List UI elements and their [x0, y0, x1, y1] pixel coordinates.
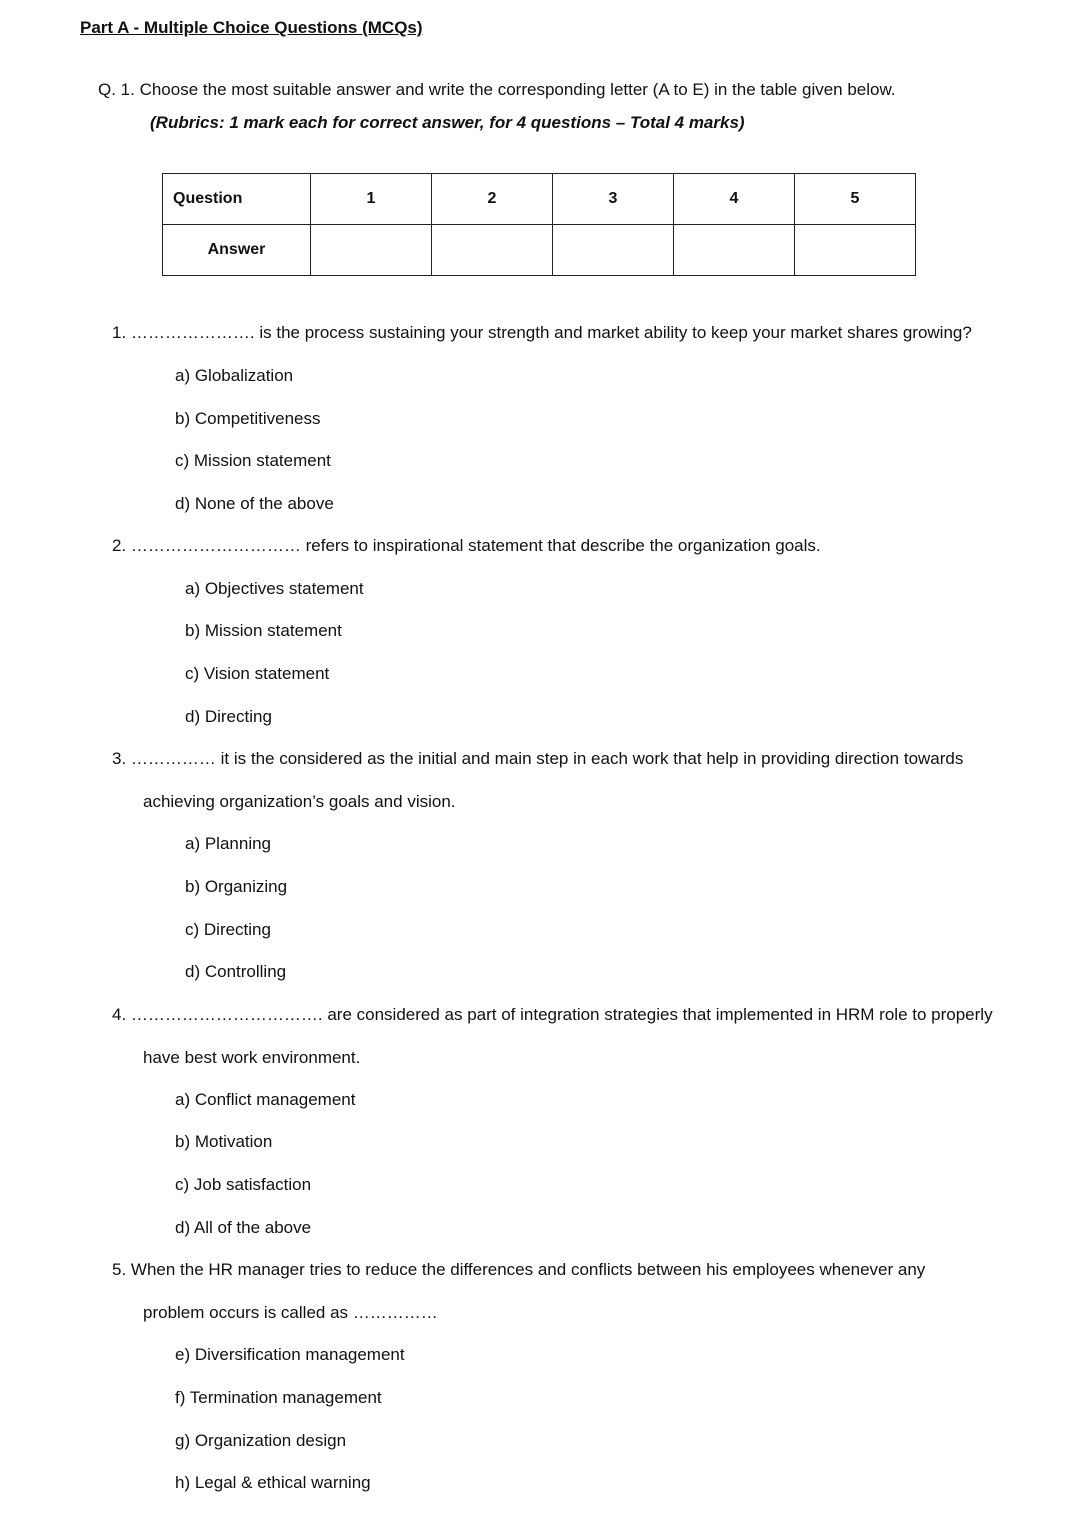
- question-3-option-b: b) Organizing: [185, 877, 288, 896]
- question-instruction: Q. 1. Choose the most suitable answer and write the corresponding letter (A to E) in the table given below.: [98, 80, 896, 99]
- question-2-text: 2. ………………………… refers to inspirational statement that describe the organization goals.: [112, 536, 821, 555]
- answer-cell[interactable]: [311, 225, 432, 276]
- question-3-text-continued: achieving organization’s goals and vision.: [143, 792, 456, 811]
- question-3-option-d: d) Controlling: [185, 962, 287, 981]
- question-2-option-d: d) Directing: [185, 707, 272, 726]
- answer-table: [162, 173, 916, 276]
- question-number-cell: 2: [432, 174, 553, 225]
- question-1-option-b: b) Competitiveness: [175, 409, 321, 428]
- question-5-option-g: g) Organization design: [175, 1431, 347, 1450]
- question-1-option-a: a) Globalization: [175, 366, 294, 385]
- question-number-cell: 5: [795, 174, 916, 225]
- question-5-text-continued: problem occurs is called as ……………: [143, 1303, 438, 1322]
- question-3-option-a: a) Planning: [185, 834, 272, 853]
- question-5-text: 5. When the HR manager tries to reduce the differences and conflicts between his employees whenever any: [112, 1260, 926, 1279]
- question-5-option-f: f) Termination management: [175, 1388, 382, 1407]
- question-2-option-c: c) Vision statement: [185, 664, 330, 683]
- question-4-text-continued: have best work environment.: [143, 1048, 361, 1067]
- answer-cell[interactable]: [795, 225, 916, 276]
- question-number-cell: 1: [311, 174, 432, 225]
- question-3-option-c: c) Directing: [185, 920, 271, 939]
- answer-cell[interactable]: [553, 225, 674, 276]
- answer-cell[interactable]: [432, 225, 553, 276]
- question-4-option-c: c) Job satisfaction: [175, 1175, 312, 1194]
- question-4-option-b: b) Motivation: [175, 1132, 273, 1151]
- question-label-cell: Question: [163, 174, 311, 225]
- answer-table-header-row: [163, 174, 916, 225]
- part-title: Part A - Multiple Choice Questions (MCQs): [80, 18, 423, 37]
- question-1-text: 1. …………………. is the process sustaining your strength and market ability to keep your market shares growing?: [112, 323, 972, 342]
- question-number-cell: 4: [674, 174, 795, 225]
- question-2-option-b: b) Mission statement: [185, 621, 342, 640]
- answer-cell[interactable]: [674, 225, 795, 276]
- question-4-option-d: d) All of the above: [175, 1218, 312, 1237]
- question-5-option-e: e) Diversification management: [175, 1345, 405, 1364]
- question-5-option-h: h) Legal & ethical warning: [175, 1473, 371, 1492]
- question-4-option-a: a) Conflict management: [175, 1090, 356, 1109]
- question-2-option-a: a) Objectives statement: [185, 579, 364, 598]
- question-1-option-c: c) Mission statement: [175, 451, 331, 470]
- rubrics-note: (Rubrics: 1 mark each for correct answer, for 4 questions – Total 4 marks): [150, 113, 745, 132]
- answer-label-cell: Answer: [163, 225, 311, 276]
- question-1-option-d: d) None of the above: [175, 494, 334, 513]
- question-4-text: 4. ……………………………. are considered as part of integration strategies that implemented in HRM role to properly: [112, 1005, 993, 1024]
- question-number-cell: 3: [553, 174, 674, 225]
- answer-table-answer-row: [163, 225, 916, 276]
- question-3-text: 3. …………… it is the considered as the initial and main step in each work that help in providing direction towards: [112, 749, 964, 768]
